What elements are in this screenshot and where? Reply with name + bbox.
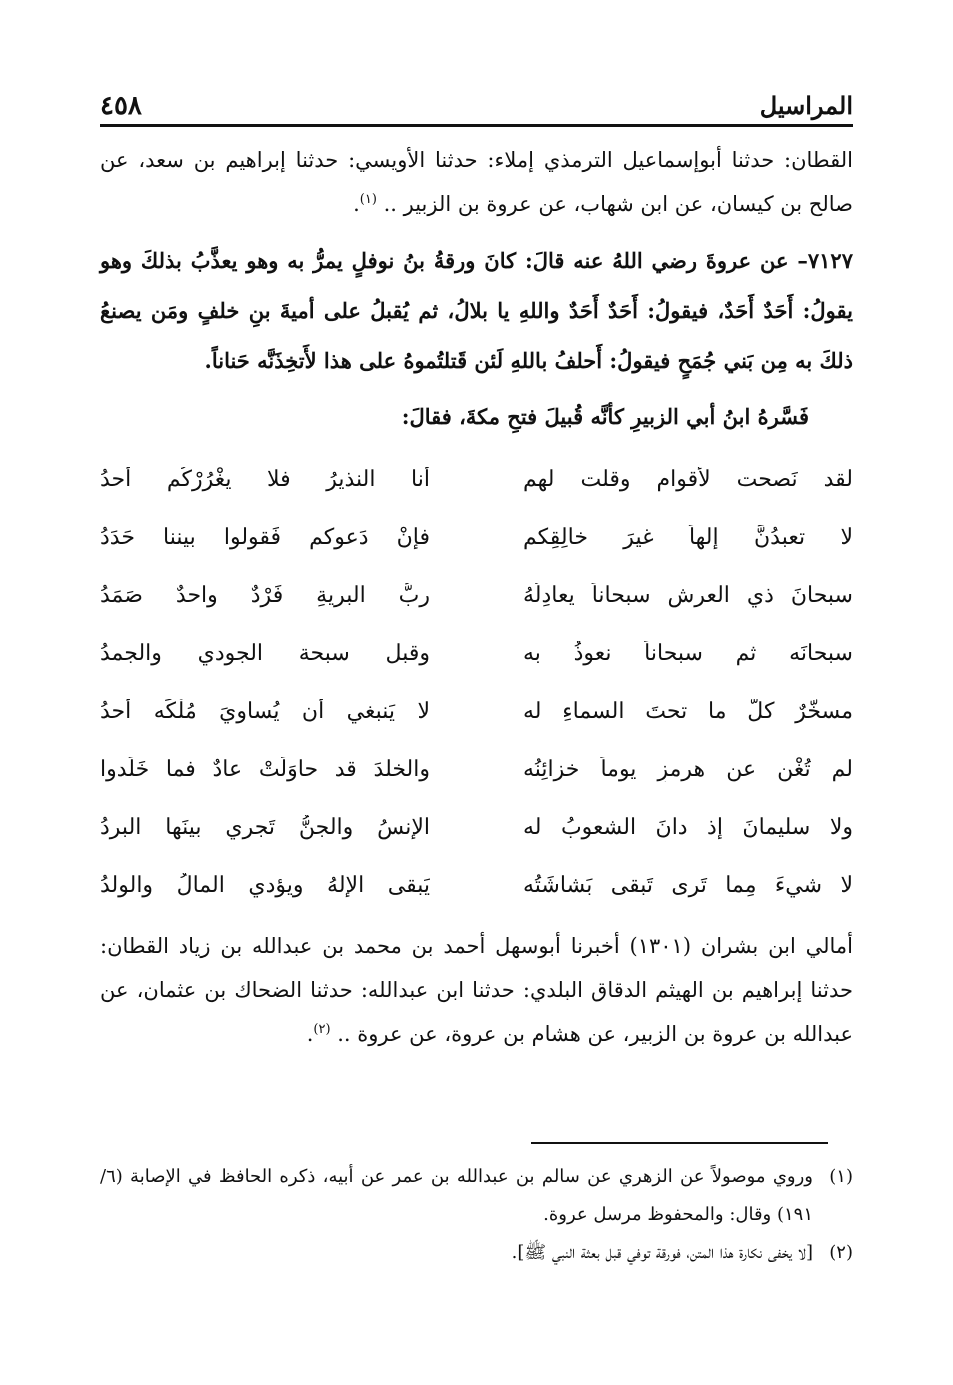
page-body: [100, 138, 853, 1056]
verse-second-hemistich: لا يَنبغي أن يُساويَ مُلْكَه أحدُ: [100, 698, 430, 724]
verse-first-hemistich: لا تعبدُنَّ إلهاً غيرَ خالِقِكم: [523, 524, 853, 550]
source-paragraph: أمالي ابن بشران (١٣٠١) أخبرنا أبوسهل أحمد بن محمد بن عبدالله بن زياد القطان: حدثنا إبراهيم بن الهيثم الدقاق البلدي: حدثنا ابن عبدالله: حدثنا الضحاك بن عثمان، عن عبدالله بن عروة بن الزبير، عن هشام بن عروة، عن عروة .. $^{(٢)}$.: [100, 934, 853, 1046]
header-rule: [100, 124, 853, 127]
footnote-2: [100, 1234, 853, 1272]
poem-verse: [100, 624, 853, 682]
chapter-title: المراسيل: [759, 91, 853, 120]
verse-second-hemistich: فإنْ دَعوكم فَقولوا بيننا حَدَدُ: [100, 524, 430, 550]
page-number: ٤٥٨: [100, 91, 142, 121]
footnote-ref-2[interactable]: (٢): [313, 1022, 331, 1037]
poem-verse: [100, 740, 853, 798]
footnotes: [100, 1158, 853, 1272]
isnad-paragraph: القطان: حدثنا أبوإسماعيل الترمذي إملاء: حدثنا الأويسي: حدثنا إبراهيم بن سعد، عن صالح بن كيسان، عن ابن شهاب، عن عروة بن الزبير .. $^{(١)}$.: [100, 148, 853, 216]
verse-second-hemistich: ربُّ البريةِ فَرْدٌ واحدٌ صَمَدُ: [100, 582, 430, 608]
poem-verse: [100, 856, 853, 914]
verse-first-hemistich: سبحانَه ثم سبحاناً نعوذُ به: [523, 640, 853, 666]
footnote-text: [لا يخفى نكارة هذا المتن، فورقة توفي قبل بعثة النبي ﷺ].: [511, 1242, 813, 1263]
verse-second-hemistich: الإنسُ والجنُّ تَجري بينَها البردُ: [100, 814, 430, 840]
verse-first-hemistich: لا شيءَ مِما تَرى تَبقى بَشاشَتُه: [523, 872, 853, 898]
poem-verse: [100, 798, 853, 856]
verse-first-hemistich: سبحانَ ذي العرشِ سبحاناً يعادِلُهُ: [523, 582, 853, 608]
footnote-separator: [531, 1142, 828, 1144]
poem-verse: [100, 450, 853, 508]
poem: [100, 450, 853, 914]
hadith-paragraph: ٧١٢٧– عن عروةَ رضي اللهُ عنه قالَ: كانَ ورقةُ بنُ نوفلٍ يمرُّ به وهو يعذَّبُ بذلكَ وهو يقولُ: أَحَدٌ أَحَدٌ، فيقولُ: أَحَدٌ أَحَدٌ واللهِ يا بلالُ، ثم يُقبلُ على أميةَ بنِ خلفٍ ومَن يصنعُ ذلكَ به مِن بَني جُمَحٍ فيقولُ: أَحلفُ باللهِ لَئن قَتلتُموهُ على هذا لأَتخِذَنَّه حَناناً.: [100, 248, 853, 373]
footnote-number: (٢): [829, 1242, 853, 1263]
poem-verse: [100, 682, 853, 740]
verse-second-hemistich: يَبقى الإلهُ ويؤدي المالُ والولدُ: [100, 872, 430, 898]
verse-first-hemistich: لم تُغْنِ عن هرمزٍ يوماً خزائِنُه: [523, 756, 853, 782]
verse-first-hemistich: ولا سليمانَ إذ دانَ الشعوبُ له: [523, 814, 853, 840]
poem-verse: [100, 508, 853, 566]
verse-second-hemistich: والخلدَ قد حاوَلَتْ عادٌ فما خَلَدوا: [100, 756, 430, 782]
verse-second-hemistich: أنا النذيرُ فلا يغْرُرْكُم أحدُ: [100, 466, 430, 492]
source-text: أمالي ابن بشران (١٣٠١) أخبرنا أبوسهل أحمد بن محمد بن عبدالله بن زياد القطان: حدثنا إبراهيم بن الهيثم الدقاق البلدي: حدثنا ابن عبدالله: حدثنا الضحاك بن عثمان، عن عبدالله بن عروة بن الزبير، عن هشام بن عروة، عن عروة ..: [100, 934, 853, 1046]
verse-first-hemistich: لقد نَصحت لأقوامٍ وقلت لهم: [523, 466, 853, 492]
footnote-ref-1[interactable]: (١): [359, 192, 377, 207]
poem-verse: [100, 566, 853, 624]
poem-intro: فَسَّرهُ ابنُ أبي الزبيرِ كأنَّه قُبيلَ فتحِ مكةَ، فقالَ:: [401, 404, 809, 429]
footnote-text: وروي موصولاً عن الزهري عن سالم بن عبدالله بن عمر عن أبيه، ذكره الحافظ في الإصابة (٦/ ١٩١) وقال: والمحفوظ مرسل عروة.: [100, 1166, 813, 1225]
isnad-text: القطان: حدثنا أبوإسماعيل الترمذي إملاء: حدثنا الأويسي: حدثنا إبراهيم بن سعد، عن صالح بن كيسان، عن ابن شهاب، عن عروة بن الزبير ..: [100, 148, 853, 216]
verse-second-hemistich: وقبل سبحة الجودي والجمدُ: [100, 640, 430, 666]
footnote-number: (١): [829, 1166, 853, 1187]
running-header: [100, 82, 853, 124]
verse-first-hemistich: مسخَّرٌ كلُّ ما تحتَ السماءِ له: [523, 698, 853, 724]
footnote-1: [100, 1158, 853, 1234]
